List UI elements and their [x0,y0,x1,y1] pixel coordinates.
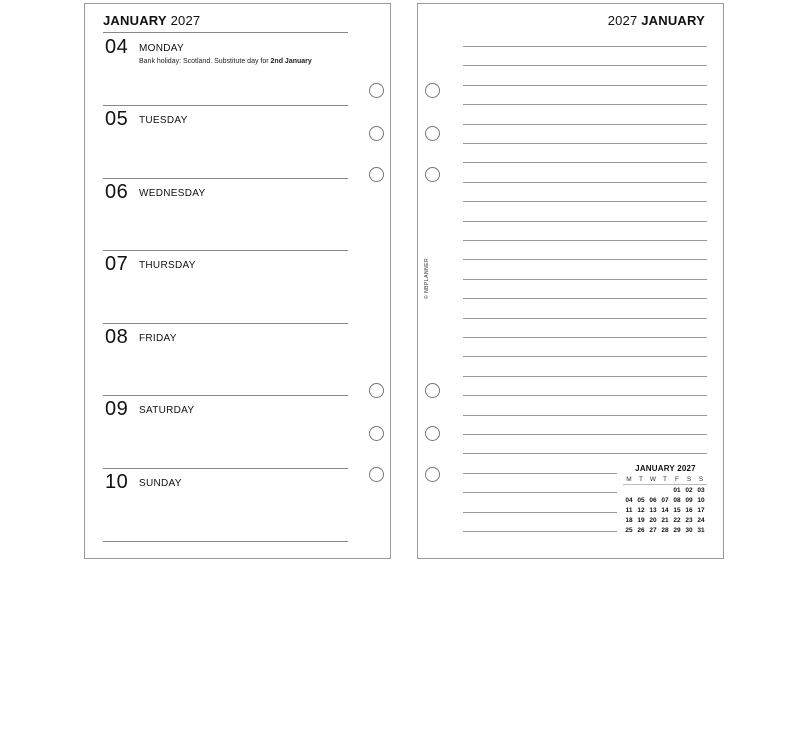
note-line [463,415,707,416]
ring-hole [369,426,384,441]
calendar-date: 27 [649,526,657,534]
weekday-label: S [683,475,695,485]
note-line [463,434,707,435]
calendar-week-row [623,495,707,505]
calendar-week-row [623,505,707,515]
weekday-label: S [695,475,707,485]
day-number: 04 [105,36,129,58]
weekday-label: T [659,475,671,485]
ring-hole [425,167,440,182]
mini-calendar-grid [623,475,707,535]
day-rule [103,395,348,396]
day-rule [103,468,348,469]
left-page [84,3,391,559]
calendar-date: 07 [661,496,669,504]
calendar-date: 18 [625,516,633,524]
weekday-label: W [647,475,659,485]
day-name: SUNDAY [139,478,182,489]
mini-calendar-title: JANUARY 2027 [635,464,696,473]
calendar-date: 29 [673,526,681,534]
note-line [463,376,707,377]
left-header-year: 2027 [170,13,201,28]
note-line [463,298,707,299]
calendar-date: 13 [649,506,657,514]
ring-hole [425,126,440,141]
day-name: FRIDAY [139,332,177,344]
calendar-date: 31 [697,526,705,534]
calendar-date [635,485,647,496]
day-block [103,468,348,540]
day-rule [103,105,348,106]
note-line [463,318,707,319]
ring-hole [425,467,440,482]
calendar-date: 14 [661,506,669,514]
day-note-bold: 2nd January [270,58,312,65]
calendar-date: 09 [685,496,693,504]
calendar-date: 28 [661,526,669,534]
right-page [417,3,724,559]
note-line [463,65,707,66]
calendar-date: 24 [697,516,705,524]
calendar-date [623,485,635,496]
left-header-month: JANUARY [103,13,167,28]
ring-hole [369,467,384,482]
ring-hole [369,126,384,141]
day-name: WEDNESDAY [139,187,206,199]
note-line [463,453,707,454]
note-line [463,143,707,144]
calendar-date: 05 [637,496,645,504]
calendar-date: 03 [697,486,705,494]
calendar-date: 26 [637,526,645,534]
calendar-date [647,485,659,496]
day-block [103,33,348,105]
day-name: THURSDAY [139,260,196,272]
note-line [463,124,707,125]
note-line [463,182,707,183]
calendar-date: 16 [685,506,693,514]
right-header-year: 2027 [607,13,638,28]
ring-hole [425,383,440,398]
note-line [463,221,707,222]
day-rule [103,323,348,324]
note-line [463,395,707,396]
calendar-date: 15 [673,506,681,514]
day-number: 05 [105,108,129,130]
left-page-header [103,13,200,28]
calendar-date: 02 [685,486,693,494]
day-name: TUESDAY [139,115,188,126]
calendar-date: 01 [673,486,681,494]
calendar-date: 22 [673,516,681,524]
note-line [463,473,617,474]
day-name: MONDAY [139,43,184,54]
ring-hole [369,83,384,98]
calendar-date: 04 [625,496,633,504]
note-line [463,356,707,357]
calendar-date: 23 [685,516,693,524]
note-line [463,512,617,513]
note-line [463,85,707,86]
ring-hole [369,383,384,398]
day-rule [103,178,348,179]
bottom-rule [103,541,348,542]
day-note-text: Bank holiday: Scotland. Substitute day for [139,58,271,65]
note-line [463,492,617,493]
note-line [463,162,707,163]
day-block [103,178,348,250]
calendar-date: 10 [697,496,705,504]
calendar-date: 25 [625,526,633,534]
day-number: 08 [105,325,129,348]
ring-hole [425,83,440,98]
calendar-date: 12 [637,506,645,514]
day-name: SATURDAY [139,405,195,417]
day-block [103,250,348,322]
note-line [463,240,707,241]
calendar-date: 06 [649,496,657,504]
copyright-text: © NBPLANNER [424,257,430,299]
note-line [463,46,707,47]
day-number: 07 [105,253,129,276]
calendar-date: 17 [697,506,705,514]
calendar-date: 21 [661,516,669,524]
note-line [463,337,707,338]
weekday-label: M [623,475,635,485]
day-number: 10 [105,471,129,493]
note-line [463,104,707,105]
note-line [463,259,707,260]
weekday-label: T [635,475,647,485]
calendar-date [659,485,671,496]
day-note [139,58,312,65]
calendar-week-row [623,485,707,496]
calendar-week-row [623,515,707,525]
calendar-date: 19 [637,516,645,524]
note-line [463,201,707,202]
calendar-date: 11 [625,506,633,514]
day-rule [103,250,348,251]
calendar-date: 20 [649,516,657,524]
day-number: 09 [105,398,129,421]
calendar-date: 08 [673,496,681,504]
mini-calendar [623,464,708,535]
day-block [103,105,348,177]
day-block [103,395,348,467]
day-number: 06 [105,180,129,203]
calendar-date: 30 [685,526,693,534]
weekday-label: F [671,475,683,485]
ring-hole [425,426,440,441]
ring-hole [369,167,384,182]
day-block [103,323,348,395]
right-header-month: JANUARY [641,13,705,28]
note-line [463,279,707,280]
right-page-header [608,13,705,28]
calendar-week-row [623,525,707,535]
note-line [463,531,617,532]
